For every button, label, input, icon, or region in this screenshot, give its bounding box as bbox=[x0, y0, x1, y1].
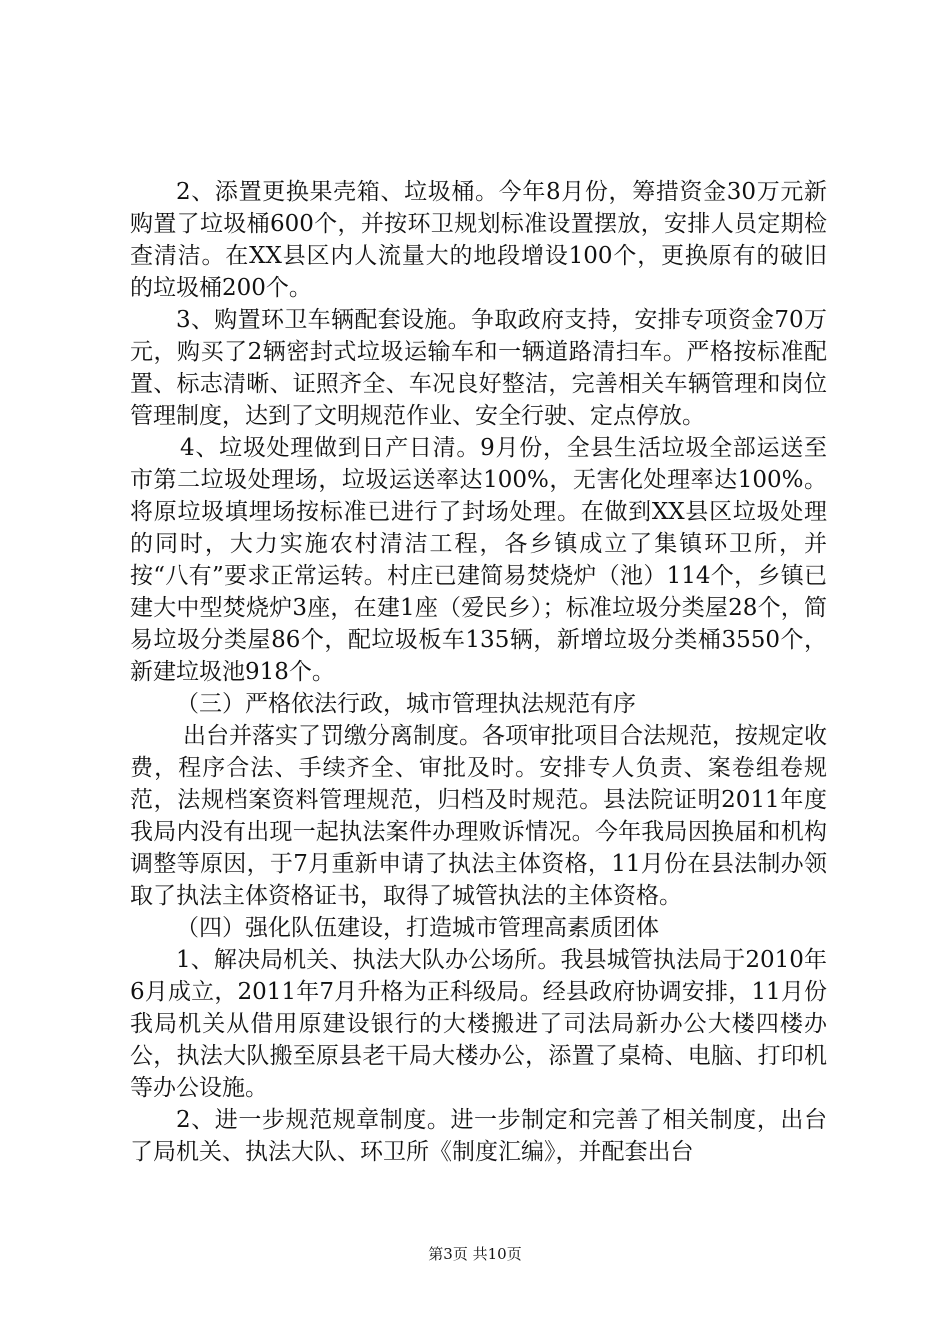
section-heading-3: （三）严格依法行政，城市管理执法规范有序 bbox=[176, 691, 636, 717]
paragraph-law-enforcement: 出台并落实了罚缴分离制度。各项审批项目合法规范，按规定收费，程序合法、手续齐全、审批及时。安排专人负责、案卷组卷规范，法规档案资料管理规范，归档及时规范。县法院证明2011年度我局内没有出现一起执法案件办理败诉情况。今年我局因换届和机构调整等原因，于7月重新申请了执法主体资格，11月份在县法制办领取了执法主体资格证书，取得了城管执法的主体资格。 bbox=[130, 723, 827, 909]
paragraph-office-space: 1、解决局机关、执法大队办公场所。我县城管执法局于2010年6月成立，2011年7月升格为正科级局。经县政府协调安排，11月份我局机关从借用原建设银行的大楼搬进了司法局新办公大楼四楼办公，执法大队搬至原县老干局大楼办公，添置了桌椅、电脑、打印机等办公设施。 bbox=[130, 947, 827, 1101]
document-body bbox=[130, 176, 827, 1168]
page-number-footer: 第3页 共10页 bbox=[428, 1245, 522, 1263]
paragraph-garbage-processing: 4、垃圾处理做到日产日清。9月份，全县生活垃圾全部运送至市第二垃圾处理场，垃圾运送率达100%，无害化处理率达100%。将原垃圾填埋场按标准已进行了封场处理。在做到XX县区垃圾处理的同时，大力实施农村清洁工程，各乡镇成立了集镇环卫所，并按“八有”要求正常运转。村庄已建简易焚烧炉（池）114个，乡镇已建大中型焚烧炉3座，在建1座（爱民乡）；标准垃圾分类屋28个，简易垃圾分类屋86个，配垃圾板车135辆，新增垃圾分类桶3550个，新建垃圾池918个。 bbox=[130, 435, 827, 685]
paragraph-regulations: 2、进一步规范规章制度。进一步制定和完善了相关制度，出台了局机关、执法大队、环卫所《制度汇编》，并配套出台 bbox=[130, 1107, 827, 1165]
paragraph-sanitation-vehicles: 3、购置环卫车辆配套设施。争取政府支持，安排专项资金70万元，购买了2辆密封式垃圾运输车和一辆道路清扫车。严格按标准配置、标志清晰、证照齐全、车况良好整洁，完善相关车辆管理和岗位管理制度，达到了文明规范作业、安全行驶、定点停放。 bbox=[130, 307, 827, 429]
paragraph-trash-bins: 2、添置更换果壳箱、垃圾桶。今年8月份，筹措资金30万元新购置了垃圾桶600个，并按环卫规划标准设置摆放，安排人员定期检查清洁。在XX县区内人流量大的地段增设100个，更换原有的破旧的垃圾桶200个。 bbox=[130, 179, 827, 301]
section-heading-4: （四）强化队伍建设，打造城市管理高素质团体 bbox=[176, 915, 659, 941]
